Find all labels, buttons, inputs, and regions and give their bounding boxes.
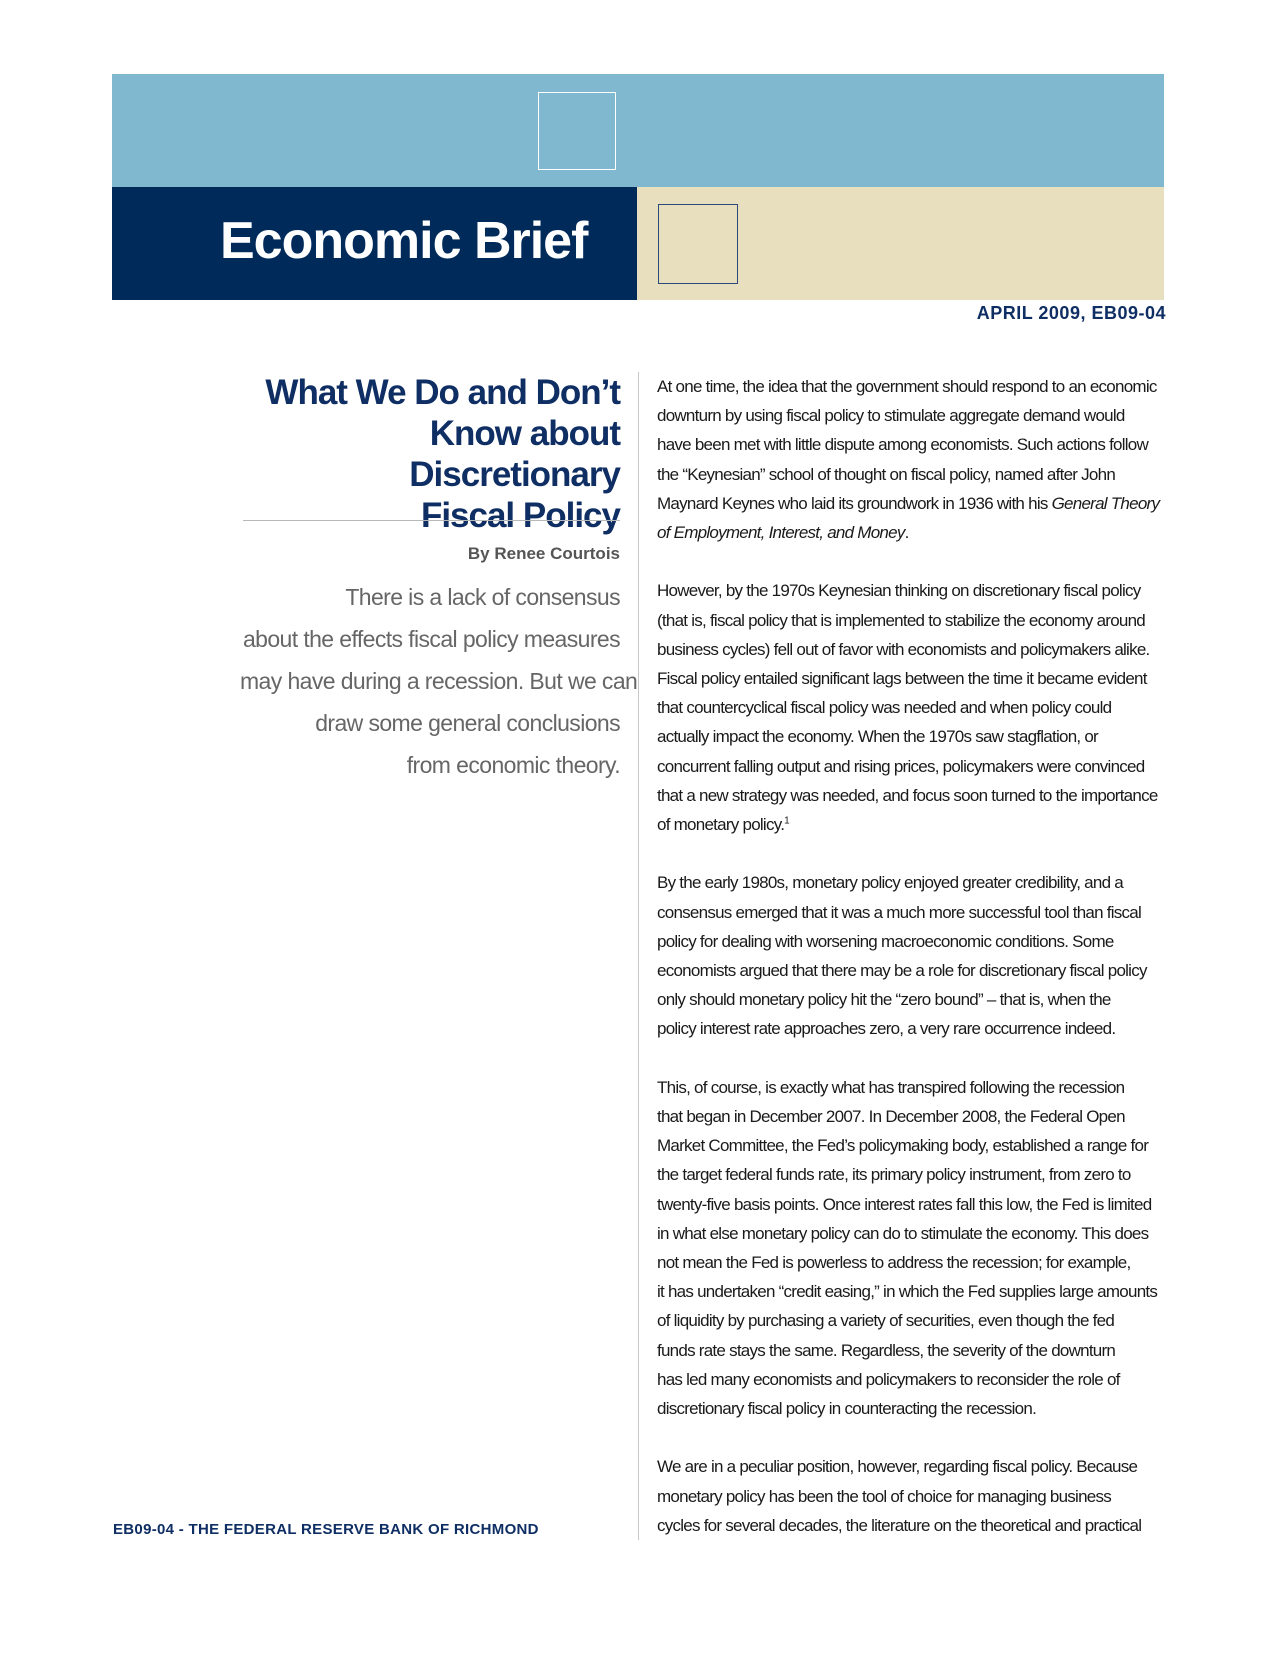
body-line: This, of course, is exactly what has transpired following the recession <box>657 1077 1125 1097</box>
body-line: Fiscal policy entailed significant lags between the time it became evident <box>657 669 1147 689</box>
body-line: downturn by using fiscal policy to stimulate aggregate demand would <box>657 406 1125 426</box>
body-line: discretionary fiscal policy in counteracting the recession. <box>657 1399 1037 1419</box>
summary-line: from economic theory. <box>406 752 620 778</box>
body-line: policy interest rate approaches zero, a very rare occurrence indeed. <box>657 1019 1116 1039</box>
body-text-run: of monetary policy. <box>657 815 785 835</box>
footer-label: EB09-04 - THE FEDERAL RESERVE BANK OF RICHMOND <box>113 1521 539 1538</box>
body-line: not mean the Fed is powerless to address the recession; for example, <box>657 1253 1131 1273</box>
masthead-square-outline <box>658 204 738 284</box>
column-divider <box>638 372 639 1540</box>
body-line: cycles for several decades, the literature on the theoretical and practical <box>657 1515 1142 1535</box>
body-line: that began in December 2007. In December 2008, the Federal Open <box>657 1107 1125 1127</box>
body-line: actually impact the economy. When the 1970s saw stagflation, or <box>657 727 1098 747</box>
summary-line: There is a lack of consensus <box>345 584 620 610</box>
book-title-italic: General Theory <box>1051 493 1160 513</box>
body-line: monetary policy has been the tool of choice for managing business <box>657 1486 1111 1506</box>
body-line: business cycles) fell out of favor with economists and policymakers alike. <box>657 639 1150 659</box>
publication-title: Economic Brief <box>220 212 588 270</box>
body-line: of liquidity by purchasing a variety of securities, even though the fed <box>657 1311 1115 1331</box>
title-divider <box>243 520 620 521</box>
body-line: Market Committee, the Fed’s policymaking body, established a range for <box>657 1136 1149 1156</box>
body-line: in what else monetary policy can do to stimulate the economy. This does <box>657 1223 1149 1243</box>
issue-date-label: APRIL 2009, EB09-04 <box>976 303 1166 323</box>
body-line: only should monetary policy hit the “zero bound” – that is, when the <box>657 990 1111 1010</box>
footnote-marker[interactable]: 1 <box>784 815 789 827</box>
body-line: that a new strategy was needed, and focus soon turned to the importance <box>657 785 1158 805</box>
article-title-line: Know about Discretionary <box>409 414 620 494</box>
body-line: (that is, fiscal policy that is implemented to stabilize the economy around <box>657 610 1146 630</box>
body-paragraph-1 <box>657 372 1167 547</box>
body-paragraph-3 <box>657 868 1167 1043</box>
body-line: the “Keynesian” school of thought on fiscal policy, named after John <box>657 464 1116 484</box>
body-line: policy for dealing with worsening macroeconomic conditions. Some <box>657 931 1114 951</box>
author-byline: By Renee Courtois <box>467 544 620 563</box>
summary-line: may have during a recession. But we can <box>240 668 638 694</box>
body-line <box>657 810 1167 839</box>
body-line: has led many economists and policymakers to reconsider the role of <box>657 1369 1120 1389</box>
book-title-italic: of Employment, Interest, and Money <box>657 523 905 543</box>
body-paragraph-5 <box>657 1452 1167 1540</box>
body-line: funds rate stays the same. Regardless, the severity of the downturn <box>657 1340 1116 1360</box>
body-line: However, by the 1970s Keynesian thinking on discretionary fiscal policy <box>657 581 1141 601</box>
body-line: twenty-five basis points. Once interest rates fall this low, the Fed is limited <box>657 1194 1152 1214</box>
body-line: have been met with little dispute among economists. Such actions follow <box>657 435 1149 455</box>
summary-line: draw some general conclusions <box>315 710 620 736</box>
body-line: the target federal funds rate, its primary policy instrument, from zero to <box>657 1165 1131 1185</box>
summary-line: about the effects fiscal policy measures <box>242 626 620 652</box>
body-text-run: . <box>904 523 909 543</box>
body-line: economists argued that there may be a role for discretionary fiscal policy <box>657 961 1147 981</box>
body-line <box>657 518 1167 547</box>
masthead-square-outline <box>538 92 616 170</box>
body-line: concurrent falling output and rising prices, policymakers were convinced <box>657 756 1145 776</box>
body-paragraph-2 <box>657 576 1167 839</box>
masthead-top-band <box>112 74 1164 187</box>
article-title-line: Fiscal Policy <box>420 496 620 535</box>
article-summary <box>240 576 638 786</box>
body-paragraph-4 <box>657 1073 1167 1423</box>
article-title <box>230 372 620 536</box>
article-title-line: What We Do and Don’t <box>265 373 620 412</box>
body-line <box>657 489 1167 518</box>
body-text-run: Maynard Keynes who laid its groundwork in 1936 with his <box>657 493 1052 513</box>
body-line: By the early 1980s, monetary policy enjoyed greater credibility, and a <box>657 873 1123 893</box>
body-line: consensus emerged that it was a much more successful tool than fiscal <box>657 902 1142 922</box>
body-line: it has undertaken “credit easing,” in which the Fed supplies large amounts <box>657 1282 1158 1302</box>
body-line: At one time, the idea that the government should respond to an economic <box>657 377 1157 396</box>
body-line: We are in a peculiar position, however, regarding fiscal policy. Because <box>657 1457 1138 1477</box>
body-line: that countercyclical fiscal policy was needed and when policy could <box>657 698 1112 718</box>
article-body <box>657 372 1167 1569</box>
article-title-block <box>230 372 620 536</box>
